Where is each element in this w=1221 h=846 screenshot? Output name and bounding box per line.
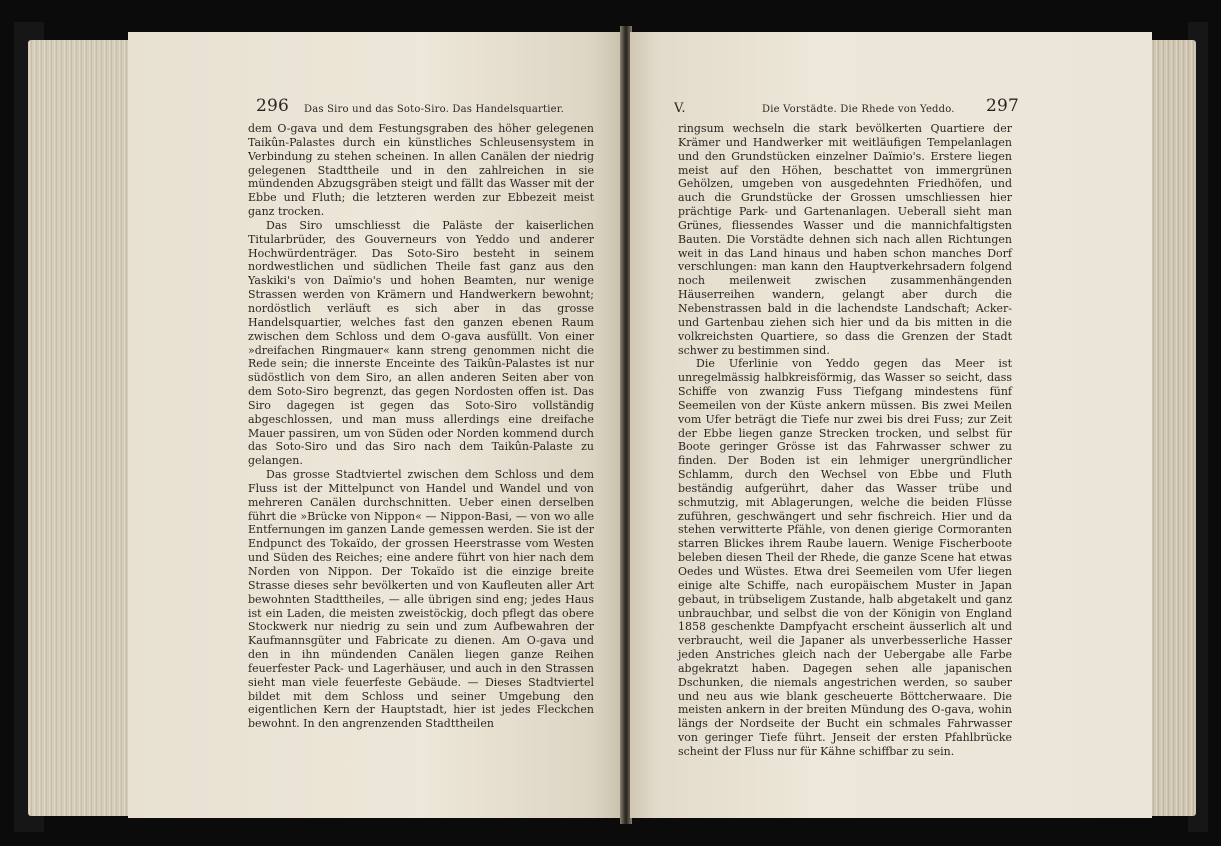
left-running-title: Das Siro und das Soto-Siro. Das Handelsquartier. [304, 104, 565, 115]
right-page [630, 32, 1152, 818]
right-chapter-number: V. [674, 101, 686, 116]
paragraph: Die Uferlinie von Yeddo gegen das Meer ist unregelmässig halbkreisförmig, das Wasser so seicht, dass Schiffe von zwanzig Fuss Tiefgang mindestens fünf Seemeilen von der Küste ankern müssen. Bis zwei Meilen vom Ufer beträgt die Tiefe nur zwei bis drei Fuss; zur Zeit der Ebbe liegen ganze Strecken trocken, und selbst für Boote geringer Grösse ist das Fahrwasser schwer zu finden. Der Boden ist ein lehmiger unergründlicher Schlamm, durch den Wechsel von Ebbe und Fluth beständig aufgerührt, daher das Wasser trübe und schmutzig, mit Ablagerungen, welche die beiden Flüsse zuführen, geschwängert und sehr fischreich. Hier und da stehen verwitterte Pfähle, von denen gierige Cormoranten starren Blickes ihrem Raube lauern. Wenige Fischerboote beleben diesen Theil der Rhede, die ganze Scene hat etwas Oedes und Wüstes. Etwa drei Seemeilen vom Ufer liegen einige alte Schiffe, nach europäischem Muster in Japan gebaut, in trübseligem Zustande, halb abgetakelt und ganz unbrauchbar, und selbst die von der Königin von England 1858 geschenkte Dampfyacht erscheint äusserlich alt und verbraucht, weil die Japaner als unverbesserliche Hasser jeden Anstriches gleich nach der Uebergabe alle Farbe abgekratzt haben. Dagegen sehen alle japanischen Dschunken, die niemals angestrichen werden, so sauber und neu aus wie blank gescheuerte Böttcherwaare. Die meisten ankern in der breiten Mündung des O-gava, wohin längs der Nordseite der Bucht ein schmales Fahrwasser von geringer Tiefe führt. Jenseit der ersten Pfahlbrücke scheint der Fluss nur für Kähne schiffbar zu sein. [678, 357, 1012, 758]
right-page-number: 297 [986, 96, 1020, 116]
left-body-text [248, 122, 594, 731]
paragraph: Das Siro umschliesst die Paläste der kaiserlichen Titularbrüder, des Gouverneurs von Yeddo und anderer Hochwürdenträger. Das Soto-Siro besteht in seinem nordwestlichen und südlichen Theile fast ganz aus den Yaskiki's von Daïmio's und hohen Beamten, nur wenige Strassen werden von Krämern und Handwerkern bewohnt; nordöstlich verläuft es sich aber in das grosse Handelsquartier, welches fast den ganzen ebenen Raum zwischen dem Schloss und dem O-gava ausfüllt. Von einer »dreifachen Ringmauer« kann streng genommen nicht die Rede sein; die innerste Enceinte des Taikûn-Palastes ist nur südöstlich von dem Siro, an allen anderen Seiten aber von dem Soto-Siro begrenzt, das gegen Nordosten offen ist. Das Siro dagegen ist gegen das Soto-Siro vollständig abgeschlossen, und man muss allerdings eine dreifache Mauer passiren, um von Süden oder Norden kommend durch das Soto-Siro und das Siro nach dem Taikûn-Palaste zu gelangen. [248, 218, 594, 468]
left-page-number: 296 [256, 96, 290, 116]
right-running-title: Die Vorstädte. Die Rhede von Yeddo. [762, 104, 955, 115]
right-body-text [678, 122, 1012, 759]
paragraph: dem O-gava und dem Festungsgraben des höher gelegenen Taikûn-Palastes durch ein künstliches Schleusensystem in Verbindung zu stehen scheinen. In allen Canälen der niedrig gelegenen Stadttheile und in den zahlreichen in sie mündenden Abzugsgräben steigt und fällt das Wasser mit der Ebbe und Fluth; die letzteren werden zur Ebbezeit meist ganz trocken. [248, 122, 594, 219]
left-page [128, 32, 622, 818]
page-stack-right [1150, 40, 1196, 816]
paragraph: ringsum wechseln die stark bevölkerten Quartiere der Krämer und Handwerker mit weitläufigen Tempelanlagen und den Grundstücken einzelner Daïmio's. Erstere liegen meist auf den Höhen, beschattet von immergrünen Gehölzen, umgeben von ausgedehnten Friedhöfen, und auch die Grundstücke der Grossen umschliessen hier prächtige Park- und Gartenanlagen. Ueberall sieht man Grünes, fliessendes Wasser und die mannichfaltigsten Bauten. Die Vorstädte dehnen sich nach allen Richtungen weit in das Land hinaus und haben schon manches Dorf verschlungen: man kann den Hauptverkehrsadern folgend noch meilenweit zwischen zusammenhängenden Häuserreihen wandern, gelangt aber durch die Nebenstrassen bald in die lachendste Landschaft; Acker- und Gartenbau ziehen sich hier und da bis mitten in die volkreichsten Quartiere, so dass die Grenzen der Stadt schwer zu bestimmen sind. [678, 122, 1012, 357]
paragraph: Das grosse Stadtviertel zwischen dem Schloss und dem Fluss ist der Mittelpunct von Handel und Wandel und von mehreren Canälen durchschnitten. Ueber einen derselben führt die »Brücke von Nippon« — Nippon-Basi, — von wo alle Entfernungen im ganzen Lande gemessen werden. Sie ist der Endpunct des Tokaïdo, der grossen Heerstrasse vom Westen und Süden des Reiches; eine andere führt von hier nach dem Norden von Nippon. Der Tokaïdo ist die einzige breite Strasse dieses sehr bevölkerten und von Kaufleuten aller Art bewohnten Stadttheiles, — alle übrigen sind eng; jedes Haus ist ein Laden, die meisten zweistöckig, doch pflegt das obere Stockwerk nur niedrig zu sein und zum Aufbewahren der Kaufmannsgüter und Fabricate zu dienen. Am O-gava und den in ihn mündenden Canälen liegen ganze Reihen feuerfester Pack- und Lagerhäuser, und auch in den Strassen sieht man viele feuerfeste Gebäude. — Dieses Stadtviertel bildet mit dem Schloss und seiner Umgebung den eigentlichen Kern der Hauptstadt, hier ist jedes Fleckchen bewohnt. In den angrenzenden Stadttheilen [248, 468, 594, 731]
page-stack-left [28, 40, 130, 816]
